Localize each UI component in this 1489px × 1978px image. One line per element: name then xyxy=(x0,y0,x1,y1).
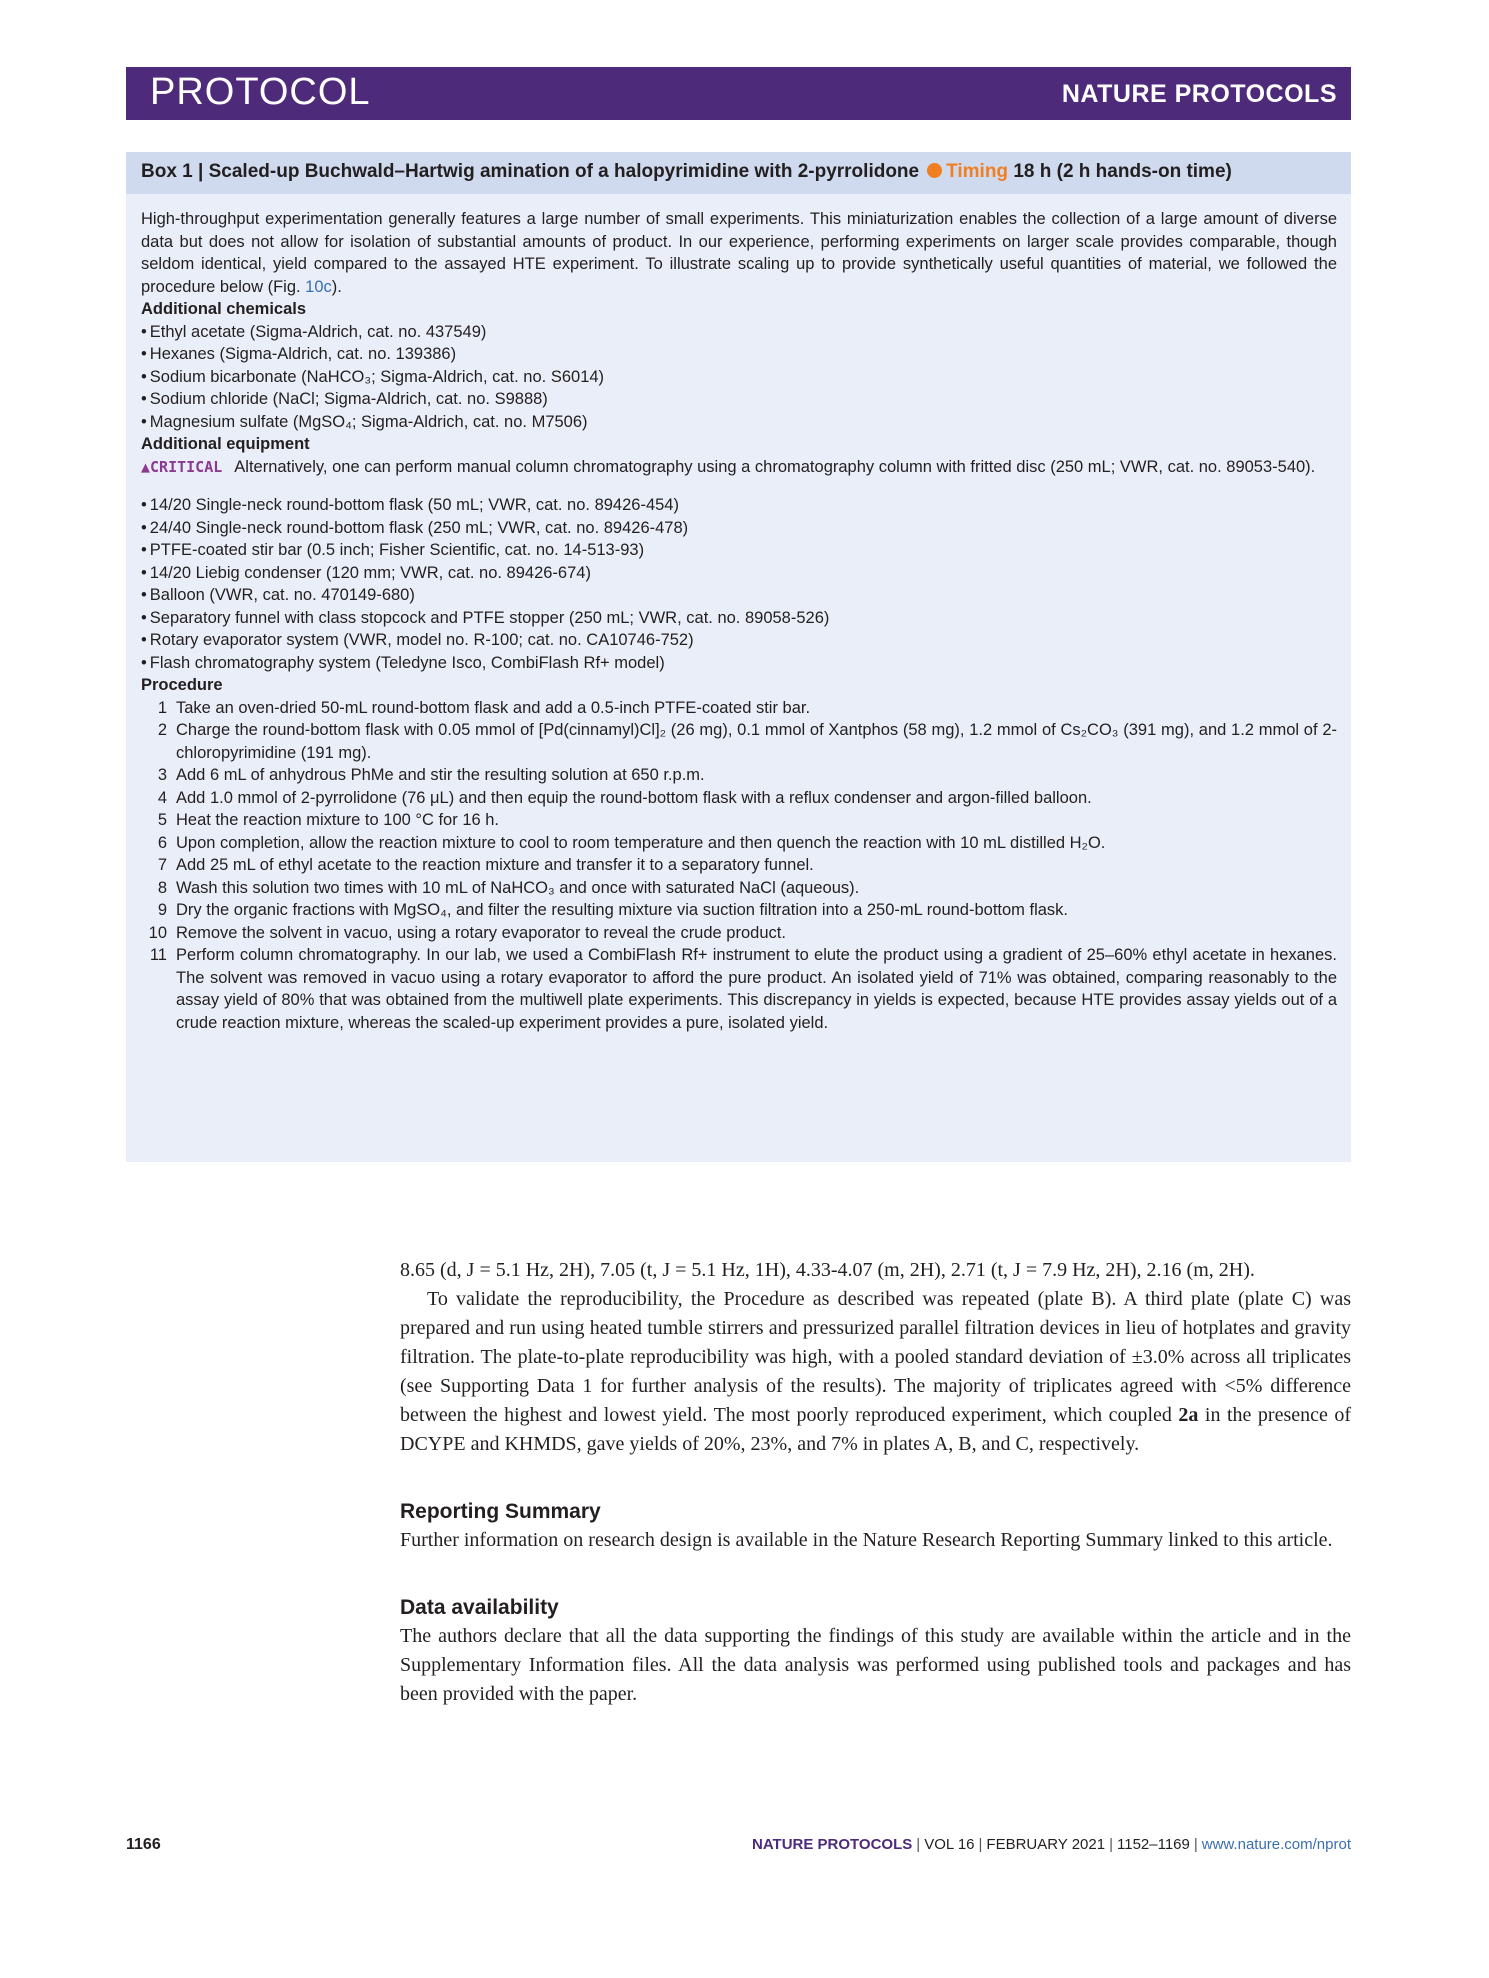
step-text: Upon completion, allow the reaction mixture to cool to room temperature and then quench the reaction with 10 mL distilled H₂O. xyxy=(176,833,1106,852)
step-number: 6 xyxy=(157,833,167,852)
list-item: • 14/20 Single-neck round-bottom flask (50 mL; VWR, cat. no. 89426-454) xyxy=(141,494,1337,517)
nmr-data: 8.65 (d, J = 5.1 Hz, 2H), 7.05 (t, J = 5.1 Hz, 1H), 4.33-4.07 (m, 2H), 2.71 (t, J = 7.9 Hz, 2H), 2.16 (m, 2H). xyxy=(400,1259,1255,1281)
box-content xyxy=(141,208,1337,1034)
reproducibility-paragraph xyxy=(400,1285,1351,1459)
procedure-step xyxy=(141,719,1337,764)
chemicals-heading: Additional chemicals xyxy=(141,300,307,318)
article-body xyxy=(400,1256,1351,1709)
step-text: Charge the round-bottom flask with 0.05 mmol of [Pd(cinnamyl)Cl]₂ (26 mg), 0.1 mmol of Xantphos (58 mg), 1.2 mmol of Cs₂CO₃ (391 mg), and 1.2 mmol of 2-chloropyrimidine (191 mg). xyxy=(176,721,1337,762)
procedure-step xyxy=(141,922,1337,945)
list-item: • PTFE-coated stir bar (0.5 inch; Fisher Scientific, cat. no. 14-513-93) xyxy=(141,539,1337,562)
critical-label: ▲CRITICAL xyxy=(141,457,223,476)
step-number: 10 xyxy=(148,923,167,942)
footer-journal: NATURE PROTOCOLS xyxy=(751,1836,913,1853)
step-text: Heat the reaction mixture to 100 °C for 16 h. xyxy=(176,811,500,829)
step-text: Dry the organic fractions with MgSO₄, and filter the resulting mixture via suction filtration into a 250-mL round-bottom flask. xyxy=(176,901,1069,919)
step-number: 11 xyxy=(149,946,167,964)
paragraph-text: To validate the reproducibility, the Procedure as described was repeated (plate B). A third plate (plate C) was prepared and run using heated tumble stirrers and pressurized parallel filtration devices in lieu of hotplates and gravity filtration. The plate-to-plate reproducibility was high, with a pooled standard deviation of ±3.0% across all triplicates (see Supporting Data 1 for further analysis of the results). The majority of triplicates agreed with <5% difference between the highest and lowest yield. The most poorly reproduced experiment, which coupled xyxy=(400,1288,1351,1426)
procedure-step xyxy=(141,944,1337,1034)
footer-url[interactable]: www.nature.com/nprot xyxy=(1201,1836,1351,1853)
figure-link[interactable]: 10c xyxy=(305,277,332,296)
box-title xyxy=(141,161,1232,183)
step-text: Perform column chromatography. In our lab, we used a CombiFlash Rf+ instrument to elute the product using a gradient of 25–60% ethyl acetate in hexanes. The solvent was removed in vacuo using a rotary evaporator to afford the pure product. An isolated yield of 71% was obtained, comparing reasonably to the assay yield of 80% that was obtained from the multiwell plate experiments. This discrepancy in yields is expected, because HTE provides assay yields out of a crude reaction mixture, whereas the scaled-up experiment provides a pure, isolated yield. xyxy=(176,946,1337,1032)
list-item: • Separatory funnel with class stopcock and PTFE stopper (250 mL; VWR, cat. no. 89058-526) xyxy=(141,607,1337,630)
list-item: • Hexanes (Sigma-Aldrich, cat. no. 139386) xyxy=(141,343,1337,366)
timing-value: 18 h (2 h hands-on time) xyxy=(1013,161,1232,182)
box-intro-text: High-throughput experimentation generally features a large number of small experiments. This miniaturization enables the collection of a large amount of diverse data but does not allow for isolation of substantial amounts of product. In our experience, performing experiments on larger scale provides comparable, though seldom identical, yield compared to the assayed HTE experiment. To illustrate scaling up to provide synthetically useful quantities of material, we followed the procedure below (Fig. xyxy=(141,210,1337,296)
footer-volume: VOL 16 xyxy=(924,1836,975,1853)
data-availability-heading: Data availability xyxy=(400,1596,559,1619)
list-item: • Magnesium sulfate (MgSO₄; Sigma-Aldrich, cat. no. M7506) xyxy=(141,411,1337,434)
procedure-step xyxy=(141,899,1337,922)
box-intro-end: ). xyxy=(331,277,342,296)
journal-label: NATURE PROTOCOLS xyxy=(1061,80,1337,108)
procedure-step xyxy=(141,809,1337,832)
list-item: • 24/40 Single-neck round-bottom flask (250 mL; VWR, cat. no. 89426-478) xyxy=(141,517,1337,540)
procedure-step xyxy=(141,854,1337,877)
section-label: PROTOCOL xyxy=(150,71,371,113)
procedure-step xyxy=(141,697,1337,720)
box-title-text: Scaled-up Buchwald–Hartwig amination of a halopyrimidine with 2-pyrrolidone xyxy=(208,161,920,182)
step-number: 2 xyxy=(157,721,167,739)
box-number: Box 1 | xyxy=(141,161,204,182)
list-item: • Rotary evaporator system (VWR, model no. R-100; cat. no. CA10746-752) xyxy=(141,629,1337,652)
list-item: • Balloon (VWR, cat. no. 470149-680) xyxy=(141,584,1337,607)
step-text: Add 25 mL of ethyl acetate to the reaction mixture and transfer it to a separatory funnel. xyxy=(176,856,814,874)
equipment-heading: Additional equipment xyxy=(141,435,310,453)
box-1 xyxy=(126,152,1351,1162)
box-intro xyxy=(141,208,1337,298)
procedure-step xyxy=(141,787,1337,810)
data-availability-text: The authors declare that all the data supporting the findings of this study are available within the article and in the Supplementary Information files. All the data analysis was performed using published tools and packages and has been provided with the paper. xyxy=(400,1625,1351,1705)
page-number: 1166 xyxy=(126,1836,161,1853)
list-item: • Flash chromatography system (Teledyne Isco, CombiFlash Rf+ model) xyxy=(141,652,1337,675)
compound-ref: 2a xyxy=(1178,1404,1199,1426)
footer-citation: NATURE PROTOCOLS | VOL 16 | FEBRUARY 2021 | 1152–1169 | www.nature.com/nprot xyxy=(751,1836,1351,1853)
step-text: Remove the solvent in vacuo, using a rotary evaporator to reveal the crude product. xyxy=(176,923,786,942)
list-item: • Sodium chloride (NaCl; Sigma-Aldrich, cat. no. S9888) xyxy=(141,388,1337,411)
procedure-step xyxy=(141,832,1337,855)
box-title-bar xyxy=(126,152,1351,194)
timing-icon xyxy=(927,163,942,178)
list-item: • Ethyl acetate (Sigma-Aldrich, cat. no. 437549) xyxy=(141,321,1337,344)
step-number: 3 xyxy=(157,766,167,784)
list-item: • 14/20 Liebig condenser (120 mm; VWR, cat. no. 89426-674) xyxy=(141,562,1337,585)
step-text: Add 1.0 mmol of 2-pyrrolidone (76 μL) and then equip the round-bottom flask with a reflux condenser and argon-filled balloon. xyxy=(176,788,1092,807)
reporting-summary-heading: Reporting Summary xyxy=(400,1500,601,1523)
footer-date: FEBRUARY 2021 xyxy=(986,1836,1106,1853)
paragraph-text: in the presence of DCYPE and KHMDS, gave yields of 20%, 23%, and 7% in plates A, B, and C, respectively. xyxy=(400,1404,1352,1455)
step-number: 1 xyxy=(157,698,167,717)
step-number: 4 xyxy=(157,788,167,807)
step-text: Wash this solution two times with 10 mL of NaHCO₃ and once with saturated NaCl (aqueous). xyxy=(176,878,860,897)
reporting-summary-text: Further information on research design is available in the Nature Research Reporting Summary linked to this article. xyxy=(400,1529,1333,1551)
step-text: Take an oven-dried 50-mL round-bottom flask and add a 0.5-inch PTFE-coated stir bar. xyxy=(176,698,811,717)
step-number: 9 xyxy=(157,901,167,919)
footer-pages: 1152–1169 xyxy=(1117,1836,1190,1853)
procedure-steps xyxy=(141,697,1337,1035)
step-text: Add 6 mL of anhydrous PhMe and stir the resulting solution at 650 r.p.m. xyxy=(176,766,705,784)
journal-header-bar xyxy=(126,67,1351,120)
step-number: 7 xyxy=(157,856,167,874)
equipment-list xyxy=(141,494,1337,674)
procedure-heading: Procedure xyxy=(141,676,223,694)
list-item: • Sodium bicarbonate (NaHCO₃; Sigma-Aldrich, cat. no. S6014) xyxy=(141,366,1337,389)
step-number: 5 xyxy=(157,811,167,829)
step-number: 8 xyxy=(157,878,167,897)
timing-label: Timing xyxy=(946,161,1009,182)
critical-note xyxy=(141,456,1337,479)
procedure-step xyxy=(141,764,1337,787)
procedure-step xyxy=(141,877,1337,900)
critical-text: Alternatively, one can perform manual column chromatography using a chromatography column with fritted disc (250 mL; VWR, cat. no. 89053-540). xyxy=(234,457,1316,476)
chemicals-list xyxy=(141,321,1337,434)
